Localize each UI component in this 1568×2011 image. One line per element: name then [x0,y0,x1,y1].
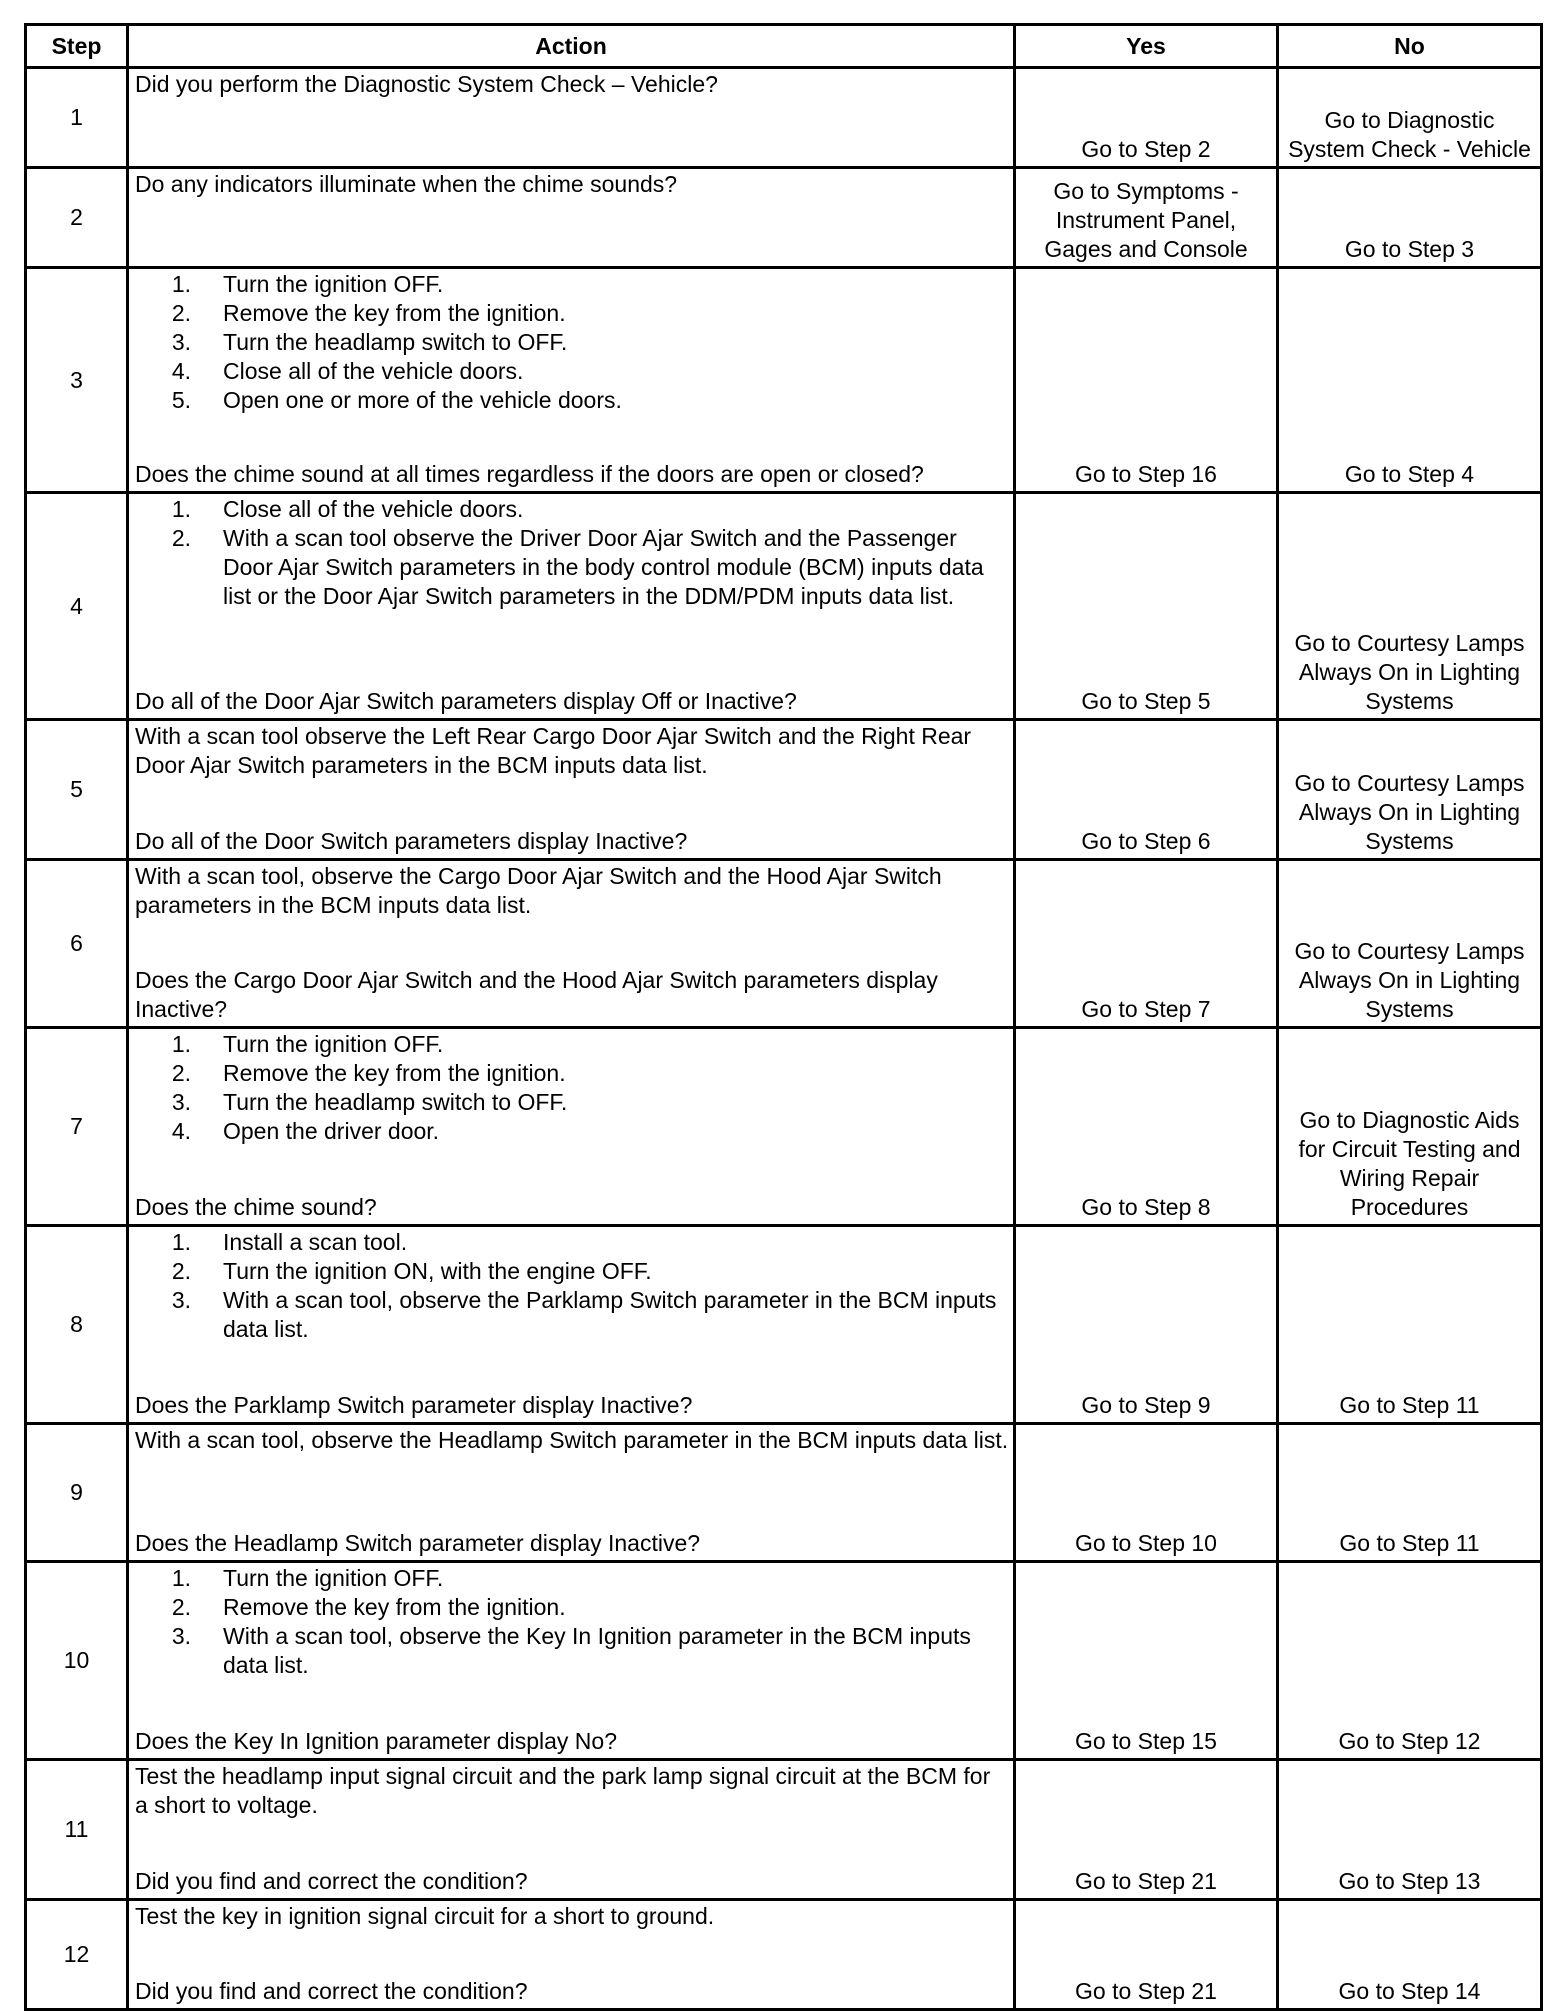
list-item [135,1030,1009,1059]
list-item-number: 4. [171,1118,191,1144]
table-row [26,68,1542,168]
step-number: 10 [26,1562,128,1760]
list-item [135,270,1009,299]
step-number: 9 [26,1424,128,1562]
list-item-number: 5. [171,387,191,413]
list-item-text: Turn the headlamp switch to OFF. [223,329,568,355]
action-cell [128,720,1015,860]
list-item-number: 2. [171,1258,191,1284]
action-cell [128,1226,1015,1424]
list-item-number: 3. [171,1287,191,1313]
no-outcome: Go to Courtesy Lamps Always On in Lighting Systems [1278,493,1542,720]
yes-outcome: Go to Step 7 [1015,860,1278,1028]
no-outcome: Go to Courtesy Lamps Always On in Lighting Systems [1278,860,1542,1028]
step-number: 11 [26,1760,128,1900]
list-item [135,1622,1009,1680]
action-steps-list [135,495,1009,611]
list-item-number: 1. [171,496,191,522]
action-intro: Did you perform the Diagnostic System Check – Vehicle? [135,71,718,97]
table-row [26,720,1542,860]
yes-outcome: Go to Step 21 [1015,1760,1278,1900]
action-question: Does the Headlamp Switch parameter display Inactive? [135,1530,701,1556]
list-item-text: Turn the ignition OFF. [223,271,444,297]
action-steps-list [135,1564,1009,1680]
header-yes: Yes [1015,25,1278,68]
action-question: Do all of the Door Ajar Switch parameters display Off or Inactive? [135,688,797,714]
list-item [135,1286,1009,1344]
header-step: Step [26,25,128,68]
action-cell [128,1424,1015,1562]
list-item-text: With a scan tool, observe the Parklamp Switch parameter in the BCM inputs data list. [223,1287,997,1342]
list-item [135,1117,1009,1146]
list-item-text: Close all of the vehicle doors. [223,496,524,522]
table-row [26,1562,1542,1760]
action-steps-list [135,270,1009,415]
action-question: Do all of the Door Switch parameters display Inactive? [135,828,688,854]
table-row [26,493,1542,720]
list-item-number: 2. [171,300,191,326]
list-item [135,1257,1009,1286]
list-item-text: Close all of the vehicle doors. [223,358,524,384]
yes-outcome: Go to Symptoms - Instrument Panel, Gages and Console [1015,168,1278,268]
list-item-number: 1. [171,1229,191,1255]
yes-outcome: Go to Step 16 [1015,268,1278,493]
list-item-text: Remove the key from the ignition. [223,1060,566,1086]
yes-outcome: Go to Step 10 [1015,1424,1278,1562]
table-row [26,1028,1542,1226]
no-outcome: Go to Diagnostic Aids for Circuit Testing and Wiring Repair Procedures [1278,1028,1542,1226]
yes-outcome: Go to Step 2 [1015,68,1278,168]
action-question: Does the chime sound at all times regardless if the doors are open or closed? [135,461,924,487]
action-question: Does the chime sound? [135,1194,377,1220]
action-cell [128,1028,1015,1226]
list-item [135,524,1009,611]
action-cell [128,1760,1015,1900]
list-item-number: 1. [171,271,191,297]
table-row [26,1226,1542,1424]
list-item-text: Remove the key from the ignition. [223,1594,566,1620]
list-item [135,328,1009,357]
list-item [135,1059,1009,1088]
list-item-number: 2. [171,525,191,551]
list-item [135,1593,1009,1622]
action-intro: Test the headlamp input signal circuit and the park lamp signal circuit at the BCM for a short to voltage. [135,1763,991,1818]
action-question: Did you find and correct the condition? [135,1868,528,1894]
header-row [26,25,1542,68]
list-item-number: 1. [171,1031,191,1057]
step-number: 4 [26,493,128,720]
no-outcome: Go to Step 11 [1278,1226,1542,1424]
list-item-number: 1. [171,1565,191,1591]
action-cell [128,860,1015,1028]
header-no: No [1278,25,1542,68]
no-outcome: Go to Step 13 [1278,1760,1542,1900]
action-steps-list [135,1228,1009,1344]
no-outcome: Go to Step 14 [1278,1900,1542,2010]
action-cell [128,168,1015,268]
list-item [135,299,1009,328]
header-action: Action [128,25,1015,68]
table-row [26,860,1542,1028]
list-item-text: Turn the headlamp switch to OFF. [223,1089,568,1115]
yes-outcome: Go to Step 15 [1015,1562,1278,1760]
list-item-text: With a scan tool, observe the Key In Ignition parameter in the BCM inputs data list. [223,1623,971,1678]
step-number: 2 [26,168,128,268]
list-item-number: 2. [171,1060,191,1086]
no-outcome: Go to Diagnostic System Check - Vehicle [1278,68,1542,168]
list-item-number: 3. [171,329,191,355]
yes-outcome: Go to Step 6 [1015,720,1278,860]
list-item-number: 3. [171,1623,191,1649]
action-intro: With a scan tool observe the Left Rear Cargo Door Ajar Switch and the Right Rear Door Ajar Switch parameters in the BCM inputs data list. [135,723,972,778]
action-cell [128,1900,1015,2010]
no-outcome: Go to Courtesy Lamps Always On in Lighting Systems [1278,720,1542,860]
table-row [26,1760,1542,1900]
list-item-text: Turn the ignition ON, with the engine OFF. [223,1258,652,1284]
list-item-text: With a scan tool observe the Driver Door Ajar Switch and the Passenger Door Ajar Switch parameters in the body control module (BCM) inputs data list or the Door Ajar Switch parameters in the DDM/PDM inputs data list. [223,525,984,609]
list-item-number: 2. [171,1594,191,1620]
list-item-text: Install a scan tool. [223,1229,408,1255]
action-intro: With a scan tool, observe the Cargo Door Ajar Switch and the Hood Ajar Switch parameters in the BCM inputs data list. [135,863,942,918]
step-number: 3 [26,268,128,493]
yes-outcome: Go to Step 21 [1015,1900,1278,2010]
step-number: 1 [26,68,128,168]
list-item-text: Open one or more of the vehicle doors. [223,387,622,413]
step-number: 7 [26,1028,128,1226]
action-question: Does the Key In Ignition parameter display No? [135,1728,617,1754]
list-item-number: 4. [171,358,191,384]
step-number: 5 [26,720,128,860]
yes-outcome: Go to Step 5 [1015,493,1278,720]
list-item-text: Remove the key from the ignition. [223,300,566,326]
action-intro: With a scan tool, observe the Headlamp Switch parameter in the BCM inputs data list. [135,1427,1009,1453]
yes-outcome: Go to Step 8 [1015,1028,1278,1226]
action-cell [128,68,1015,168]
list-item [135,386,1009,415]
list-item [135,357,1009,386]
step-number: 12 [26,1900,128,2010]
action-intro: Do any indicators illuminate when the chime sounds? [135,171,678,197]
table-body [26,68,1542,2010]
step-number: 6 [26,860,128,1028]
list-item [135,1088,1009,1117]
action-question: Does the Parklamp Switch parameter display Inactive? [135,1392,693,1418]
diagnostic-table [24,23,1543,2011]
list-item-text: Turn the ignition OFF. [223,1031,444,1057]
table-row [26,168,1542,268]
action-intro: Test the key in ignition signal circuit for a short to ground. [135,1903,715,1929]
action-steps-list [135,1030,1009,1146]
action-cell [128,268,1015,493]
action-question: Did you find and correct the condition? [135,1978,528,2004]
yes-outcome: Go to Step 9 [1015,1226,1278,1424]
list-item [135,1564,1009,1593]
table-row [26,1900,1542,2010]
no-outcome: Go to Step 11 [1278,1424,1542,1562]
action-cell [128,1562,1015,1760]
list-item [135,1228,1009,1257]
list-item-text: Turn the ignition OFF. [223,1565,444,1591]
list-item-text: Open the driver door. [223,1118,440,1144]
list-item [135,495,1009,524]
no-outcome: Go to Step 4 [1278,268,1542,493]
table-row [26,268,1542,493]
no-outcome: Go to Step 3 [1278,168,1542,268]
action-question: Does the Cargo Door Ajar Switch and the Hood Ajar Switch parameters display Inactive? [135,967,938,1022]
no-outcome: Go to Step 12 [1278,1562,1542,1760]
table-row [26,1424,1542,1562]
step-number: 8 [26,1226,128,1424]
list-item-number: 3. [171,1089,191,1115]
action-cell [128,493,1015,720]
